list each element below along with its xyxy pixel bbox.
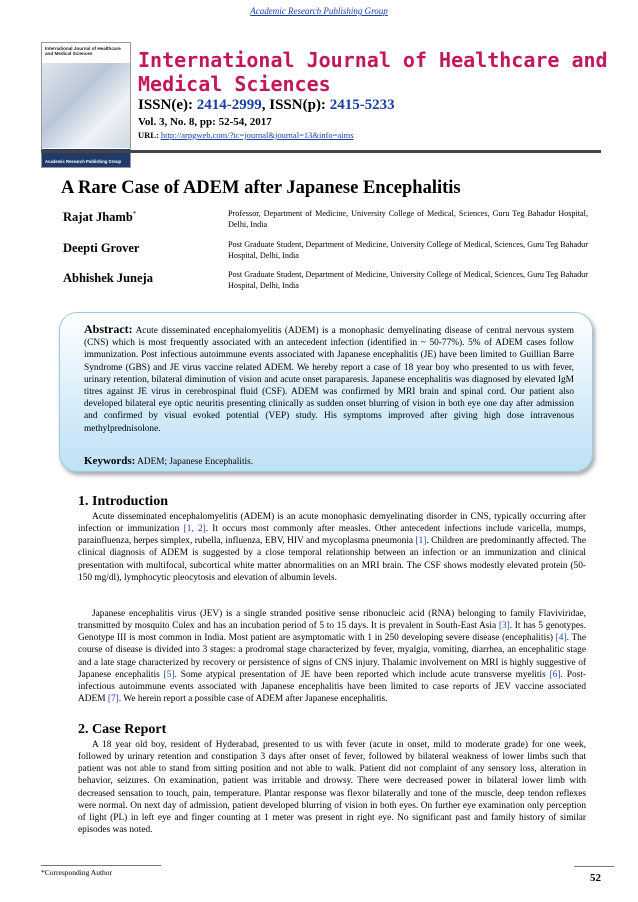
article-title: A Rare Case of ADEM after Japanese Encephalitis <box>61 178 461 198</box>
intro-paragraph-1: Acute disseminated encephalomyelitis (ADEM) is an acute monophasic demyelinating disorder in CNS, typically occurring after infection or immunization [1, 2]. It occurs most commonly after measles. Other antecedent infections include varicella, mumps, parainfluenza, herpes simplex, rubella, influenza, EBV, HIV and mycoplasma pneumonia [1]. Children are predominantly affected. The clinical diagnosis of ADEM is suggested by a close temporal relationship between an infection or an immunization and clinical presentation with multifocal, subcortical white matter abnormalities on an MRI brain. The CSF shows modestly elevated protein (50-150 mg/dl), lymphocytic pleocytosis and elevation of albumin levels. <box>78 512 586 583</box>
corresponding-author-footnote: *Corresponding Author <box>41 868 113 877</box>
volume-info: Vol. 3, No. 8, pp: 52-54, 2017 <box>138 116 272 128</box>
citation-link[interactable]: [1] <box>415 536 427 547</box>
issn-line <box>138 97 395 114</box>
publisher-link[interactable]: Academic Research Publishing Group <box>250 6 388 16</box>
citation-link[interactable]: [7] <box>107 694 119 705</box>
header-divider <box>41 150 601 153</box>
abstract-box <box>59 312 593 472</box>
page-number: 52 <box>590 872 601 884</box>
issn-e-number: 2414-2999 <box>196 97 262 113</box>
abstract-body: Acute disseminated encephalomyelitis (ADEM) is a monophasic demyelinating disease of central nervous system (CNS) which is most frequently associated with an antecedent infection (identified in ~ 50-77%). 5% of ADEM cases follow immunization. Post infectious autoimmune events associated with Japanese encephalitis (JE) have been limited to Guillian Barre Syndrome (GBS) and JE virus vaccine related ADEM. We hereby report a case of 18 year boy who presented to us with fever, urinary retention, bilateral diminution of vision and acute onset paraparesis. Japanese encephalitis was diagnosed by elevated IgM titres against JE virus in cerebrospinal fluid (CSF). ADEM was confirmed by MRI brain and spinal cord. Our patient also developed bilateral eye optic neuritis presenting clinically as sudden onset blurring of vision in both eye one day after admission and confirmed by visual evoked potential (VEP) study. His symptoms improved after giving high dose intravenous methylprednisolone. <box>84 326 575 434</box>
journal-url-line <box>138 130 354 140</box>
journal-title: International Journal of Healthcare and Medical Sciences <box>138 48 608 96</box>
intro-paragraph-2: Japanese encephalitis virus (JEV) is a single stranded positive sense ribonucleic acid (RNA) belonging to family Flaviviridae, transmitted by mosquito Culex and has an incubation period of 5 to 15 days. It is prevalent in South-East Asia [3]. It has 5 genotypes. Genotype III is most common in India. Most patient are asymptomatic with 1 in 250 developing severe disease (encephalitis) [4]. The course of disease is divided into 3 stages: a prodromal stage characterized by fever, myalgia, vomiting, diarrhea, an encephalitic stage and a late stage characterized by recovery or persistence of signs of CNS injury. Thalamic involvement on MRI is highly suggestive of Japanese encephalitis [5]. Some atypical presentation of JE have been reported which include acute transverse myelitis [6]. Post-infectious autoimmune events associated with Japanese encephalitis have been limited to case reports of JEV vaccine associated ADEM [7]. We herein report a possible case of ADEM after Japanese encephalitis. <box>78 609 587 705</box>
issn-e-label: ISSN(e): <box>138 97 197 113</box>
corresponding-mark: * <box>132 210 137 218</box>
issn-p-number: 2415-5233 <box>329 97 395 113</box>
cover-picture <box>42 63 130 148</box>
author-name: Rajat Jhamb* <box>63 210 137 225</box>
section-heading-case-report: 2. Case Report <box>78 722 167 737</box>
section-heading-introduction: 1. Introduction <box>78 494 168 509</box>
case-paragraph-1: A 18 year old boy, resident of Hyderabad, presented to us with fever (acute in onset, mild to moderate grade) for one week, followed by urinary retention and constipation 3 days after onset of fever, followed by bilateral weakness of lower limbs such that patient was not able to stand from sitting position and not able to walk. Patient did not complaint of any sensory loss, alteration in behavior, seizures. On examination, patient was irritable and drowsy. There were decreased power in bilateral lower limb with decreased sensation to touch, pain, temperature. Plantar response was flexor bilaterally and tone of the muscle, deep tendon reflexes were normal. On next day of admission, patient developed blurring of vision in both eyes. On further eye examination only perception of light (PL) in left eye and finger counting at 1 meter was present in right eye. No significant past and family history of similar episodes was noted. <box>78 740 586 836</box>
citation-link[interactable]: [5] <box>163 669 175 680</box>
cover-title: International Journal of Healthcare and Medical Sciences <box>45 46 121 57</box>
keywords-value: ADEM; Japanese Encephalitis. <box>137 457 254 467</box>
citation-link[interactable]: [6] <box>549 669 561 680</box>
journal-url-link[interactable]: http://arpgweb.com/?ic=journal&journal=13&info=aims <box>160 130 354 140</box>
citation-link[interactable]: [3] <box>498 621 510 632</box>
page-number-divider <box>574 866 614 867</box>
abstract-text <box>84 323 574 435</box>
keywords-line <box>84 455 253 467</box>
author-affiliation: Post Graduate Student, Department of Medicine, University College of Medical, Sciences, Guru Teg Bahadur Hospital, Delhi, India <box>228 270 588 290</box>
citation-link[interactable]: [1, 2] <box>183 524 206 535</box>
footnote-divider <box>41 865 161 866</box>
keywords-label: Keywords: <box>84 455 136 467</box>
author-affiliation: Professor, Department of Medicine, University College of Medical, Sciences, Guru Teg Bahadur Hospital, Delhi, India <box>228 209 588 229</box>
author-name: Deepti Grover <box>63 241 140 255</box>
abstract-label: Abstract: <box>84 322 133 336</box>
cover-logo-text: Academic Research Publishing Group <box>45 159 122 164</box>
author-affiliation: Post Graduate Student, Department of Medicine, University College of Medical, Sciences, Guru Teg Bahadur Hospital, Delhi, India <box>228 240 588 260</box>
url-label: URL: <box>138 130 161 140</box>
issn-p-label: , ISSN(p): <box>261 97 330 113</box>
citation-link[interactable]: [4] <box>555 633 567 644</box>
author-name: Abhishek Juneja <box>63 271 153 285</box>
